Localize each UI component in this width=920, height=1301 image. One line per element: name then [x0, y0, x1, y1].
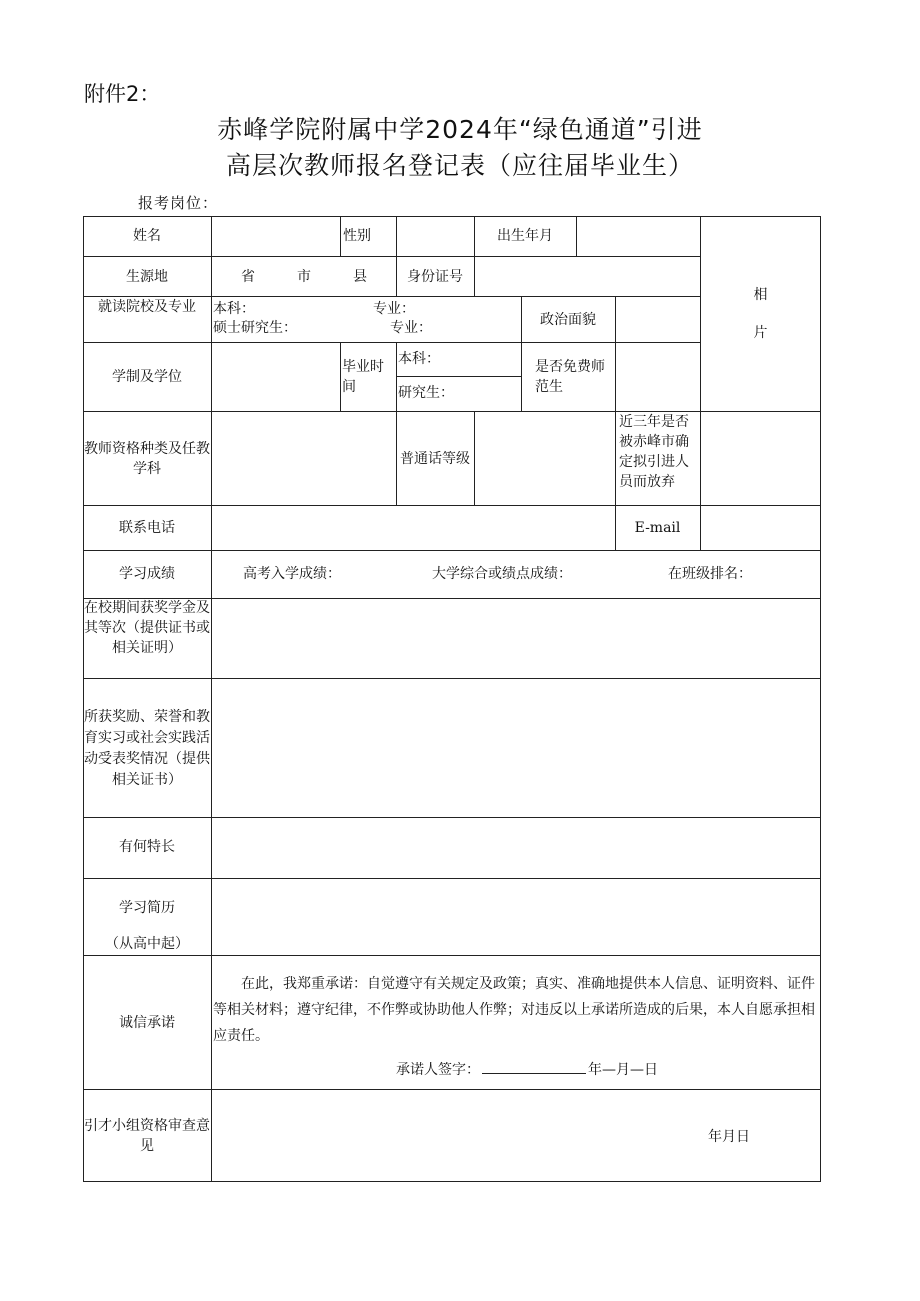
bachelor-major-label: 专业： — [373, 301, 415, 317]
teacher-cert-label: 教师资格种类及任教学科 — [84, 441, 210, 477]
integrity-label: 诚信承诺 — [119, 1015, 175, 1031]
specialty-field[interactable] — [212, 817, 821, 878]
teacher-cert-field[interactable] — [212, 411, 396, 505]
specialty-label: 有何特长 — [119, 839, 175, 855]
form-title-line-2: 高层次教师报名登记表（应往届毕业生） — [225, 151, 694, 180]
gender-field[interactable] — [397, 216, 474, 256]
gender-label: 性别 — [343, 228, 371, 244]
grad-master-label: 研究生： — [398, 385, 454, 401]
mandarin-label: 普通话等级 — [400, 451, 470, 467]
signature-label: 承诺人签字： — [396, 1062, 480, 1078]
origin-county: 县 — [353, 269, 367, 285]
grad-bachelor-label: 本科： — [398, 351, 440, 367]
row-divider — [83, 550, 821, 551]
scores-label: 学习成绩 — [119, 566, 175, 582]
form-title-line-1: 赤峰学院附属中学2024年“绿色通道”引进 — [217, 115, 703, 144]
political-label: 政治面貌 — [540, 312, 596, 328]
attachment-label: 附件2： — [84, 82, 161, 106]
column-divider — [396, 342, 397, 505]
free-normal-label: 是否免费师范生 — [535, 359, 605, 395]
gaokao-label: 高考入学成绩： — [243, 566, 341, 582]
origin-province: 省 — [241, 269, 255, 285]
integrity-text: 在此，我郑重承诺：自觉遵守有关规定及政策；真实、准确地提供本人信息、证明资料、证件等相关材料；遵守纪律，不作弊或协助他人作弊；对违反以上承诺所造成的后果，本人自愿承担相应责任。 — [213, 976, 815, 1044]
awards-label: 所获奖励、荣誉和教育实习或社会实践活动受表奖情况（提供相关证书） — [84, 709, 210, 788]
political-field[interactable] — [616, 296, 700, 342]
email-field[interactable] — [701, 505, 821, 550]
row-divider — [83, 342, 700, 343]
signature-row — [396, 1059, 658, 1080]
signature-line[interactable] — [482, 1059, 586, 1074]
birth-field[interactable] — [577, 216, 700, 256]
birth-label: 出生年月 — [497, 228, 553, 244]
email-label: E-mail — [634, 520, 681, 536]
review-label: 引才小组资格审查意见 — [84, 1118, 210, 1154]
master-label: 硕士研究生： — [213, 320, 297, 336]
resume-label: 学习简历 — [119, 900, 175, 916]
column-divider — [340, 342, 341, 411]
origin-label: 生源地 — [126, 269, 168, 285]
graduation-label: 毕业时间 — [342, 359, 384, 395]
phone-field[interactable] — [212, 505, 615, 550]
master-major-label: 专业： — [390, 320, 432, 336]
photo-label-1: 相 — [753, 287, 768, 303]
awards-field[interactable] — [212, 678, 821, 817]
recent-label: 近三年是否被赤峰市确定拟引进人员而放弃 — [619, 414, 689, 490]
review-date: 年月日 — [708, 1129, 750, 1145]
mandarin-field[interactable] — [475, 411, 615, 505]
bachelor-label: 本科： — [213, 301, 255, 317]
school-label: 就读院校及专业 — [98, 299, 196, 315]
id-label: 身份证号 — [407, 269, 463, 285]
id-field[interactable] — [475, 256, 700, 296]
row-divider — [83, 955, 821, 956]
row-divider — [396, 376, 521, 377]
resume-note: （从高中起） — [105, 936, 189, 952]
origin-city: 市 — [297, 269, 311, 285]
phone-label: 联系电话 — [119, 520, 175, 536]
position-label: 报考岗位： — [138, 194, 219, 212]
column-divider — [340, 216, 341, 256]
free-normal-field[interactable] — [616, 342, 700, 411]
rank-label: 在班级排名： — [668, 566, 752, 582]
name-field[interactable] — [212, 216, 340, 256]
name-label: 姓名 — [133, 228, 161, 244]
photo-label-2: 片 — [753, 325, 768, 341]
scholarship-field[interactable] — [212, 598, 821, 678]
resume-field[interactable] — [212, 878, 821, 955]
gpa-label: 大学综合或绩点成绩： — [432, 566, 572, 582]
scholarship-label: 在校期间获奖学金及其等次（提供证书或相关证明） — [84, 600, 210, 656]
signature-date: 年—月—日 — [588, 1062, 658, 1078]
degree-label: 学制及学位 — [112, 369, 182, 385]
recent-field[interactable] — [701, 411, 821, 505]
degree-field[interactable] — [212, 342, 340, 411]
